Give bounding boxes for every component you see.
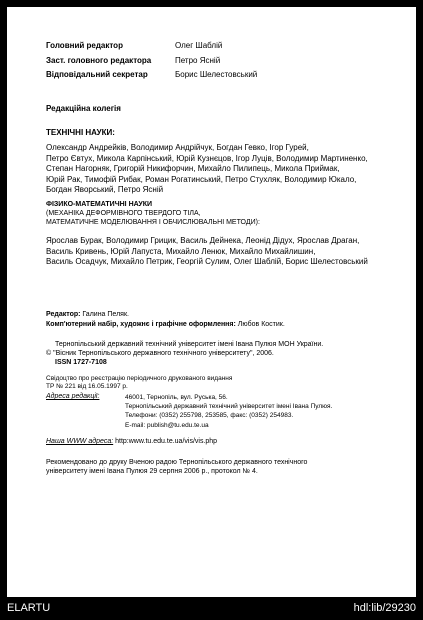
- publisher-line: Тернопільський державний технічний університет імені Івана Пулюя МОН України.: [55, 341, 324, 348]
- copyright-line: © "Вісник Тернопільського державного технічного університету", 2006.: [46, 350, 274, 357]
- editor-credit: [46, 311, 129, 320]
- member-line: Василь Кривень, Юрій Лапуста, Михайло Ленюк, Михайло Михайлишин,: [46, 246, 316, 256]
- board-title: Редакційна колегія: [46, 104, 121, 113]
- recommendation-line: університету імені Івана Пулюя 29 серпня 2006 р., протокол № 4.: [46, 468, 258, 476]
- phys-math-members: [46, 236, 368, 268]
- member-line: Юрій Рак, Тимофій Рибак, Роман Рогатинський, Петро Стухляк, Володимир Юкало,: [46, 174, 357, 184]
- layout-credit: [46, 321, 285, 330]
- phys-math-subheading: [46, 210, 260, 227]
- chief-editor-value: Олег Шаблій: [175, 41, 223, 50]
- member-line: Степан Нагорняк, Григорій Никифорчин, Михайло Пилипець, Микола Приймак,: [46, 164, 340, 174]
- repository-name: ELARTU: [7, 602, 51, 614]
- registration-certificate: [46, 375, 232, 392]
- member-line: Олександр Андрейків, Володимир Андрійчук, Богдан Гевко, Ігор Гурей,: [46, 143, 309, 152]
- web-address: [46, 438, 217, 447]
- certificate-line: Свідоцтво про реєстрацію періодичного друкованого видання: [46, 375, 233, 382]
- secretary-label: Відповідальний секретар: [46, 70, 148, 79]
- email-line[interactable]: E-mail: publish@tu.edu.te.ua: [125, 421, 209, 429]
- member-line: Василь Осадчук, Михайло Петрик, Георгій Сулим, Олег Шаблій, Борис Шелестовський: [46, 257, 368, 267]
- document-page: [7, 7, 416, 597]
- deputy-editor-value: Петро Ясній: [175, 56, 221, 65]
- deputy-editor-label: Заст. головного редактора: [46, 56, 152, 65]
- address-line: 46001, Тернопіль, вул. Руська, 56.: [125, 394, 228, 401]
- web-address-label: Наша WWW адреса:: [46, 438, 114, 445]
- tech-sciences-members: [46, 143, 368, 196]
- tech-sciences-heading: ТЕХНІЧНІ НАУКИ:: [46, 128, 115, 137]
- address-block: [125, 393, 332, 430]
- subheading-line: МАТЕМАТИЧНЕ МОДЕЛЮВАННЯ І ОБЧИСЛЮВАЛЬНІ МЕТОДИ):: [46, 218, 260, 226]
- member-line: Богдан Яворський, Петро Ясній: [46, 185, 164, 195]
- layout-credit-value: Любов Костик.: [237, 321, 285, 328]
- web-address-url[interactable]: http:www.tu.edu.te.ua/vis/vis.php: [115, 438, 218, 445]
- layout-credit-label: Комп'ютерний набір, художнє і графічне оформлення:: [46, 321, 236, 328]
- editor-credit-value: Галина Пеляк.: [82, 311, 129, 318]
- address-line: Тернопільський державний технічний університет імені Івана Пулюя.: [125, 403, 333, 411]
- member-line: Петро Євтух, Микола Карпінський, Юрій Кузнєцов, Ігор Луців, Володимир Мартиненко,: [46, 153, 368, 163]
- secretary-value: Борис Шелестовський: [175, 70, 258, 79]
- footer-bar: [0, 597, 423, 620]
- member-line: Ярослав Бурак, Володимир Грицик, Василь Дейнека, Леонід Дідух, Ярослав Драган,: [46, 236, 360, 245]
- certificate-line: ТР № 221 від 16.05.1997 р.: [46, 383, 128, 391]
- phys-math-heading: ФІЗИКО-МАТЕМАТИЧНІ НАУКИ: [46, 201, 153, 208]
- publication-recommendation: [46, 458, 307, 476]
- address-label: Адреса редакції:: [46, 393, 100, 400]
- address-line: Телефони: (0352) 255798, 253585, факс: (0352) 254983.: [125, 412, 294, 420]
- chief-editor-label: Головний редактор: [46, 41, 123, 50]
- issn: ISSN 1727-7108: [55, 359, 107, 366]
- subheading-line: (МЕХАНІКА ДЕФОРМІВНОГО ТВЕРДОГО ТІЛА,: [46, 210, 201, 217]
- handle-identifier[interactable]: hdl:lib/29230: [353, 602, 416, 614]
- editor-credit-label: Редактор:: [46, 311, 81, 318]
- recommendation-line: Рекомендовано до друку Вченою радою Тернопільського державного технічного: [46, 459, 308, 466]
